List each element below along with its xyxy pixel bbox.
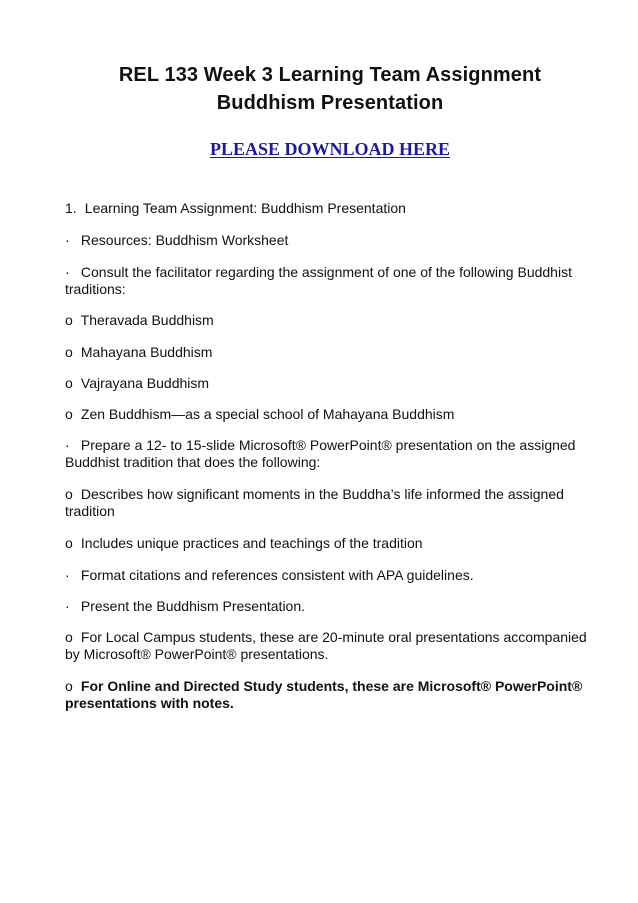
list-item-present <box>65 598 605 615</box>
list-marker: · <box>65 598 70 614</box>
list-marker: o <box>65 535 73 551</box>
document-title-line-1: REL 133 Week 3 Learning Team Assignment <box>118 64 542 86</box>
list-item-vajrayana <box>65 375 605 392</box>
list-marker: o <box>65 344 73 360</box>
list-item-text: For Online and Directed Study students, these are Microsoft® PowerPoint® presentations with notes. <box>65 678 583 711</box>
list-item-text: Prepare a 12- to 15-slide Microsoft® PowerPoint® presentation on the assigned Buddhist tradition that does the following: <box>65 437 576 470</box>
list-marker: · <box>65 264 70 280</box>
list-item-theravada <box>65 312 605 329</box>
list-item-zen <box>65 406 605 423</box>
list-item-text: Vajrayana Buddhism <box>80 375 210 391</box>
list-item-unique-practices <box>65 535 605 552</box>
list-item-text: Present the Buddhism Presentation. <box>80 598 306 614</box>
list-item-text: Format citations and references consistent with APA guidelines. <box>80 567 474 583</box>
list-item-local-campus <box>65 629 605 663</box>
download-link[interactable]: PLEASE DOWNLOAD HERE <box>209 139 451 159</box>
list-item-text: Mahayana Buddhism <box>80 344 213 360</box>
list-marker: · <box>65 567 70 583</box>
list-item-online-directed <box>65 678 605 712</box>
list-item-text: Zen Buddhism—as a special school of Mahayana Buddhism <box>80 406 455 422</box>
list-marker: o <box>65 486 73 502</box>
list-marker: o <box>65 312 73 328</box>
list-item-text: Includes unique practices and teachings of the tradition <box>80 535 423 551</box>
list-marker: · <box>65 437 70 453</box>
list-item-consult-facilitator <box>65 264 605 298</box>
list-item-describes-moments <box>65 486 605 520</box>
list-marker: o <box>65 629 73 645</box>
list-marker: 1. <box>65 200 77 216</box>
list-item-text: For Local Campus students, these are 20-minute oral presentations accompanied by Microsoft® PowerPoint® presentations. <box>65 629 587 662</box>
list-item-resources <box>65 232 605 249</box>
list-marker: o <box>65 406 73 422</box>
list-item-mahayana <box>65 344 605 361</box>
list-item-format-citations <box>65 567 605 584</box>
download-link-container <box>60 138 600 160</box>
list-marker: · <box>65 232 70 248</box>
list-item-prepare-presentation <box>65 437 605 471</box>
list-marker: o <box>65 678 73 694</box>
list-item-text: Learning Team Assignment: Buddhism Presentation <box>84 200 406 216</box>
document-title-line-2: Buddhism Presentation <box>216 92 444 114</box>
list-item-text: Resources: Buddhism Worksheet <box>80 232 289 248</box>
list-item-learning-team-assignment <box>65 200 605 217</box>
list-item-text: Describes how significant moments in the Buddha’s life informed the assigned tradition <box>65 486 564 519</box>
list-item-text: Theravada Buddhism <box>80 312 214 328</box>
list-item-text: Consult the facilitator regarding the assignment of one of the following Buddhist traditions: <box>65 264 572 297</box>
list-marker: o <box>65 375 73 391</box>
